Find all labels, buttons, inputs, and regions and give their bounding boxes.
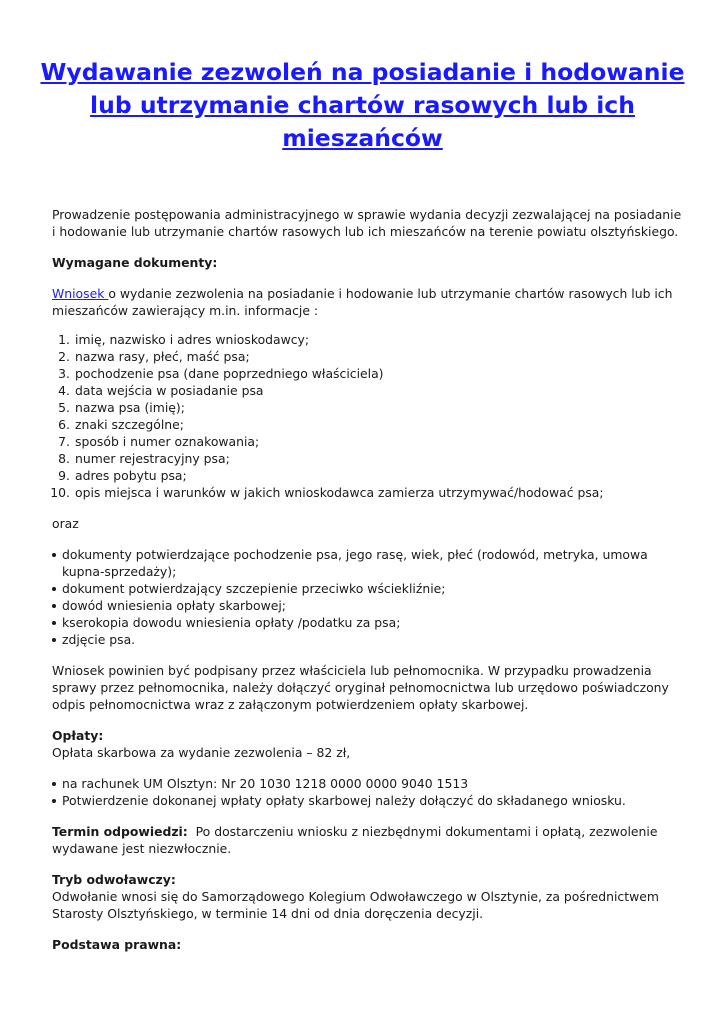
list-item-text: pochodzenie psa (dane poprzedniego właściciela) [75, 366, 384, 381]
appeal-text: Odwołanie wnosi się do Samorządowego Kolegium Odwoławczego w Olsztynie, za pośrednictwem Starosty Olsztyńskiego, w terminie 14 dni od dnia doręczenia decyzji. [52, 889, 659, 921]
list-item [52, 399, 682, 416]
list-item-text: imię, nazwisko i adres wnioskodawcy; [75, 332, 310, 347]
page-title[interactable]: Wydawanie zezwoleń na posiadanie i hodowanie lub utrzymanie chartów rasowych lub ich mieszańców [40, 58, 685, 152]
deadline-paragraph [52, 823, 682, 857]
list-number: 4. [58, 383, 70, 398]
legal-basis-heading: Podstawa prawna: [52, 937, 182, 952]
deadline-label: Termin odpowiedzi: [52, 824, 188, 839]
list-number: 7. [58, 434, 70, 449]
appeal-heading: Tryb odwoławczy: [52, 872, 176, 887]
fees-text: Opłata skarbowa za wydanie zezwolenia – 82 zł, [52, 745, 351, 760]
list-item-text: numer rejestracyjny psa; [75, 451, 230, 466]
intro-paragraph: Prowadzenie postępowania administracyjnego w sprawie wydania decyzji zezwalającej na posiadanie i hodowanie lub utrzymanie chartów rasowych lub ich mieszańców na terenie powiatu olsztyńskiego. [52, 207, 682, 239]
list-number: 2. [58, 349, 70, 364]
list-number: 10. [50, 485, 70, 500]
oraz-text: oraz [52, 516, 79, 531]
list-item-text: nazwa rasy, płeć, maść psa; [75, 349, 250, 364]
list-item [52, 433, 682, 450]
deadline-text: Po dostarczeniu wniosku z niezbędnymi dokumentami i opłatą, zezwolenie wydawane jest niezwłocznie. [52, 824, 658, 856]
list-item: Potwierdzenie dokonanej wpłaty opłaty skarbowej należy dołączyć do składanego wniosku. [52, 792, 682, 809]
document-content [52, 206, 682, 953]
list-item: zdjęcie psa. [52, 631, 682, 648]
list-item-text: sposób i numer oznakowania; [75, 434, 260, 449]
fees-heading: Opłaty: [52, 728, 104, 743]
list-number: 3. [58, 366, 70, 381]
list-number: 6. [58, 417, 70, 432]
signature-note: Wniosek powinien być podpisany przez właściciela lub pełnomocnika. W przypadku prowadzenia sprawy przez pełnomocnika, należy dołączyć oryginał pełnomocnictwa lub urzędowo poświadczony odpis pełnomocnictwa wraz z załączonym potwierdzeniem opłaty skarbowej. [52, 663, 669, 712]
list-item-text: data wejścia w posiadanie psa [75, 383, 264, 398]
application-link[interactable]: Wniosek [52, 286, 109, 301]
documents-list [52, 546, 682, 648]
list-item: na rachunek UM Olsztyn: Nr 20 1030 1218 0000 0000 9040 1513 [52, 775, 682, 792]
list-item: dowód wniesienia opłaty skarbowej; [52, 597, 682, 614]
list-number: 1. [58, 332, 70, 347]
list-item [52, 348, 682, 365]
fees-list [52, 775, 682, 809]
list-item: kserokopia dowodu wniesienia opłaty /podatku za psa; [52, 614, 682, 631]
list-item-text: znaki szczególne; [75, 417, 184, 432]
list-number: 9. [58, 468, 70, 483]
application-text: o wydanie zezwolenia na posiadanie i hodowanie lub utrzymanie chartów rasowych lub ich mieszańców zawierający m.in. informacje : [52, 286, 673, 318]
list-item [52, 467, 682, 484]
list-item [52, 450, 682, 467]
list-item [52, 331, 682, 348]
list-item: dokumenty potwierdzające pochodzenie psa, jego rasę, wiek, płeć (rodowód, metryka, umowa kupna-sprzedaży); [52, 546, 682, 580]
application-paragraph [52, 285, 682, 319]
required-documents-heading: Wymagane dokumenty: [52, 255, 218, 270]
list-item-text: opis miejsca i warunków w jakich wnioskodawca zamierza utrzymywać/hodować psa; [75, 485, 604, 500]
list-item-text: adres pobytu psa; [75, 468, 187, 483]
list-item [52, 365, 682, 382]
list-item [52, 484, 682, 501]
list-number: 5. [58, 400, 70, 415]
list-item-text: nazwa psa (imię); [75, 400, 185, 415]
info-items-list [52, 331, 682, 501]
list-item [52, 382, 682, 399]
list-item: dokument potwierdzający szczepienie przeciwko wściekliźnie; [52, 580, 682, 597]
list-item [52, 416, 682, 433]
list-number: 8. [58, 451, 70, 466]
